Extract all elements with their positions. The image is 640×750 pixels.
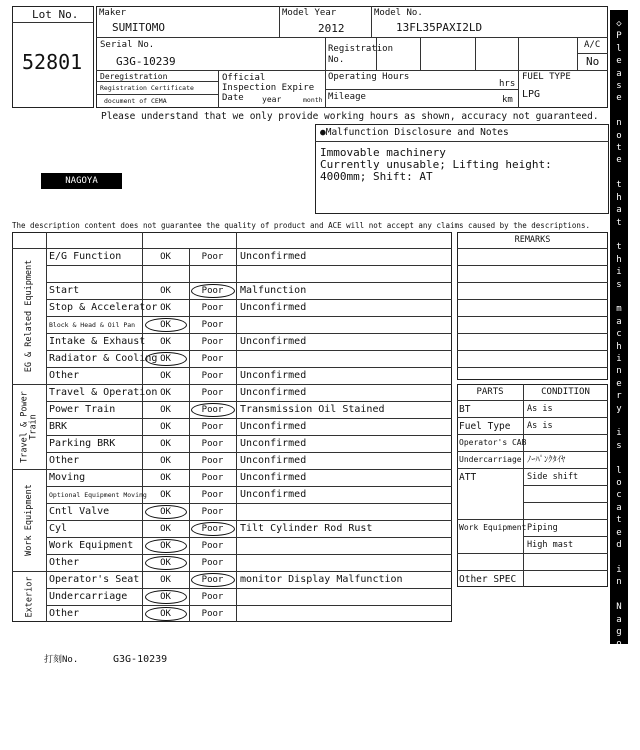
right-remarks-line — [457, 316, 608, 317]
condition-poor: Poor — [201, 422, 224, 432]
parts-row-line — [523, 536, 608, 537]
condition-ok: OK — [160, 592, 171, 602]
condition-poor: Poor — [201, 286, 224, 296]
parts-row-condition: As is — [527, 421, 553, 431]
cema-label: document of CEMA — [104, 97, 167, 105]
location-sidebar — [610, 10, 628, 749]
condition-poor: Poor — [201, 405, 224, 415]
table-row-remark: Unconfirmed — [240, 455, 307, 466]
year-label: year — [262, 95, 282, 104]
row-line — [46, 350, 452, 351]
right-remarks-line — [457, 333, 608, 334]
row-line — [46, 316, 452, 317]
model-no-label: Model No. — [374, 8, 423, 18]
row-line — [46, 299, 452, 300]
right-remarks-border — [457, 232, 608, 380]
parts-row-line — [523, 502, 608, 503]
stamp-value: G3G-10239 — [113, 654, 168, 665]
parts-row-condition: Side shift — [527, 472, 579, 482]
table-row-remark: Unconfirmed — [240, 472, 307, 483]
condition-poor: Poor — [201, 320, 224, 330]
parts-row-line — [457, 451, 608, 452]
parts-row-condition: Piping — [527, 523, 558, 533]
table-row-part: Start — [49, 285, 80, 296]
group-label: Travel & Power Train — [19, 390, 38, 463]
table-row-remark: Unconfirmed — [240, 370, 307, 381]
row-line — [46, 588, 452, 589]
ok-circled-mark — [145, 607, 187, 621]
lot-number: 52801 — [22, 50, 83, 74]
right-remarks-header: REMARKS — [514, 235, 551, 245]
table-row-part: Block & Head & Oil Pan — [49, 321, 136, 329]
row-line — [46, 537, 452, 538]
row-line — [46, 452, 452, 453]
condition-ok: OK — [160, 473, 171, 483]
serial-value: G3G-10239 — [116, 55, 176, 68]
lot-label: Lot No. — [32, 8, 79, 21]
table-row-part: Other — [49, 557, 80, 568]
table-header-line — [12, 248, 452, 249]
ok-circled-mark — [145, 352, 187, 366]
table-row-remark: Unconfirmed — [240, 251, 307, 262]
table-row-remark: Malfunction — [240, 285, 307, 296]
table-col-line — [46, 232, 47, 622]
row-line — [46, 554, 452, 555]
row-line — [46, 367, 452, 368]
table-row-part: Optional Equipment Moving — [49, 491, 147, 499]
ok-circled-mark — [145, 590, 187, 604]
right-remarks-line — [457, 367, 608, 368]
condition-ok: OK — [160, 575, 171, 585]
table-row-part: Moving — [49, 472, 86, 483]
condition-poor: Poor — [201, 439, 224, 449]
table-row-part: E/G Function — [49, 251, 122, 262]
row-line — [46, 469, 452, 470]
row-line — [46, 384, 452, 385]
table-row-part: Stop & Accelerator — [49, 302, 158, 313]
condition-ok: OK — [160, 541, 171, 551]
ok-circled-mark — [145, 318, 187, 332]
table-row-part: Power Train — [49, 404, 116, 415]
condition-poor: Poor — [201, 252, 224, 262]
parts-row-part: BT — [459, 404, 471, 415]
condition-poor: Poor — [201, 303, 224, 313]
row-line — [46, 503, 452, 504]
condition-ok: OK — [160, 439, 171, 449]
right-remarks-line — [457, 350, 608, 351]
condition-ok: OK — [160, 371, 171, 381]
operating-hours-label: Operating Hours — [328, 72, 410, 82]
condition-poor: Poor — [201, 558, 224, 568]
parts-row-part: Work Equipment — [459, 523, 527, 532]
hrs-unit: hrs — [499, 79, 516, 89]
row-line — [46, 520, 452, 521]
maker-label: Maker — [99, 8, 127, 18]
parts-row-line — [523, 485, 608, 486]
row-line — [46, 282, 452, 283]
right-remarks-line — [457, 265, 608, 266]
parts-row-part: Operator's CAB — [459, 438, 527, 447]
table-row-remark: Transmission Oil Stained — [240, 404, 385, 415]
table-row-remark: Unconfirmed — [240, 438, 307, 449]
parts-row-condition: As is — [527, 404, 553, 414]
malfunction-line-2: Currently unusable; Lifting height: — [320, 158, 552, 171]
condition-poor: Poor — [201, 507, 224, 517]
condition-ok: OK — [160, 337, 171, 347]
group-label: EG & Related Equipment — [23, 259, 34, 373]
condition-ok: OK — [160, 422, 171, 432]
condition-ok: OK — [160, 490, 171, 500]
condition-header: CONDITION — [541, 387, 590, 397]
condition-poor: Poor — [201, 524, 224, 534]
ok-circled-mark — [145, 556, 187, 570]
condition-ok: OK — [160, 354, 171, 364]
km-unit: km — [502, 95, 513, 105]
condition-ok: OK — [160, 303, 171, 313]
condition-poor: Poor — [201, 388, 224, 398]
table-row-part: BRK — [49, 421, 68, 432]
disclaimer: The description content does not guarantee the quality of product and ACE will not accept any claims caused by the descriptions. — [12, 221, 590, 230]
condition-ok: OK — [160, 388, 171, 398]
row-line — [46, 435, 452, 436]
condition-poor: Poor — [201, 337, 224, 347]
parts-header: PARTS — [476, 387, 504, 397]
poor-circled-mark — [191, 403, 235, 417]
condition-ok: OK — [160, 507, 171, 517]
table-row-remark: Unconfirmed — [240, 302, 307, 313]
fuel-type-value: LPG — [522, 89, 541, 100]
parts-row-line — [457, 553, 608, 554]
poor-circled-mark — [191, 522, 235, 536]
model-no-value: 13FL35PAXI2LD — [396, 21, 483, 34]
malfunction-line-3: 4000mm; Shift: AT — [320, 170, 433, 183]
table-row-part: Other — [49, 455, 80, 466]
parts-row-line — [457, 468, 608, 469]
ok-circled-mark — [145, 505, 187, 519]
table-row-part: Other — [49, 608, 80, 619]
reg-certificate-label: Registration Certificate — [100, 84, 194, 92]
month-label: month — [303, 96, 323, 104]
table-row-remark: Unconfirmed — [240, 336, 307, 347]
parts-header-line — [457, 400, 608, 401]
parts-row-line — [457, 434, 608, 435]
inspection-label: Official Inspection Expire Date — [222, 73, 315, 103]
table-col-line — [236, 232, 237, 622]
row-line — [46, 265, 452, 266]
fuel-type-label: FUEL TYPE — [522, 72, 571, 82]
table-row-remark: Unconfirmed — [240, 387, 307, 398]
row-line — [46, 401, 452, 402]
maker-value: SUMITOMO — [112, 21, 165, 34]
table-row-remark: Tilt Cylinder Rod Rust — [240, 523, 373, 534]
parts-row-line — [457, 417, 608, 418]
row-line — [46, 605, 452, 606]
parts-row-condition: ﾉｰﾊﾟﾝｸﾀｲﾔ — [527, 455, 566, 465]
condition-poor: Poor — [201, 354, 224, 364]
ac-label: A/C — [584, 40, 601, 50]
table-row-part: Operator's Seat — [49, 574, 140, 585]
parts-row-part: Fuel Type — [459, 421, 511, 432]
stamp-label: 打刻No. — [44, 655, 79, 665]
right-remarks-line — [457, 248, 608, 249]
condition-ok: OK — [160, 609, 171, 619]
table-row-remark: Unconfirmed — [240, 489, 307, 500]
poor-circled-mark — [191, 573, 235, 587]
row-line — [46, 486, 452, 487]
condition-ok: OK — [160, 286, 171, 296]
row-line — [46, 418, 452, 419]
condition-ok: OK — [160, 252, 171, 262]
poor-circled-mark — [191, 284, 235, 298]
group-label: Work Equipment — [23, 484, 34, 556]
table-row-part: Radiator & Cooling — [49, 353, 158, 364]
parts-row-part: ATT — [459, 472, 477, 483]
sidebar-text: ◇ P l e a s e n o t e t h a t t h i s m a c h i n e r y i s l o c a t e d i n N a g o y a Y a r d ◇ — [616, 19, 622, 749]
row-line — [46, 571, 452, 572]
condition-poor: Poor — [201, 592, 224, 602]
ac-value: No — [586, 55, 600, 68]
group-label: Exterior — [23, 576, 34, 617]
table-row-part: Intake & Exhaust — [49, 336, 146, 347]
table-row-remark: monitor Display Malfunction — [240, 574, 403, 585]
parts-row-part: Undercarriage — [459, 455, 522, 464]
table-row-part: Travel & Operation — [49, 387, 158, 398]
condition-ok: OK — [160, 320, 171, 330]
condition-ok: OK — [160, 524, 171, 534]
condition-poor: Poor — [201, 490, 224, 500]
condition-ok: OK — [160, 558, 171, 568]
table-row-part: Cntl Valve — [49, 506, 110, 517]
row-line — [46, 333, 452, 334]
location-badge — [41, 173, 122, 189]
condition-ok: OK — [160, 405, 171, 415]
condition-poor: Poor — [201, 541, 224, 551]
working-hours-notice: Please understand that we only provide working hours as shown, accuracy not guaranteed. — [101, 111, 599, 122]
table-row-part: Work Equipment — [49, 540, 134, 551]
model-year-value: 2012 — [318, 22, 345, 35]
table-row-remark: Unconfirmed — [240, 421, 307, 432]
deregistration-label: Deregistration — [100, 72, 168, 81]
condition-poor: Poor — [201, 609, 224, 619]
location-badge-text: NAGOYA — [65, 176, 98, 186]
table-row-part: Cyl — [49, 523, 68, 534]
condition-poor: Poor — [201, 473, 224, 483]
registration-label: Registration No. — [328, 44, 394, 65]
malfunction-title: ●Malfunction Disclosure and Notes — [320, 127, 509, 138]
mileage-label: Mileage — [328, 92, 366, 102]
table-row-part: Parking BRK — [49, 438, 116, 449]
serial-label: Serial No. — [100, 40, 155, 50]
condition-ok: OK — [160, 456, 171, 466]
table-row-part: Undercarriage — [49, 591, 128, 602]
malfunction-line-1: Immovable machinery — [320, 146, 446, 159]
condition-poor: Poor — [201, 371, 224, 381]
table-row-part: Other — [49, 370, 80, 381]
model-year-label: Model Year — [282, 8, 337, 18]
right-remarks-line — [457, 282, 608, 283]
parts-row-condition: High mast — [527, 540, 574, 550]
condition-poor: Poor — [201, 456, 224, 466]
ok-circled-mark — [145, 539, 187, 553]
right-remarks-line — [457, 299, 608, 300]
parts-row-line — [457, 570, 608, 571]
condition-poor: Poor — [201, 575, 224, 585]
parts-row-line — [457, 519, 608, 520]
parts-row-part: Other SPEC — [459, 574, 517, 585]
